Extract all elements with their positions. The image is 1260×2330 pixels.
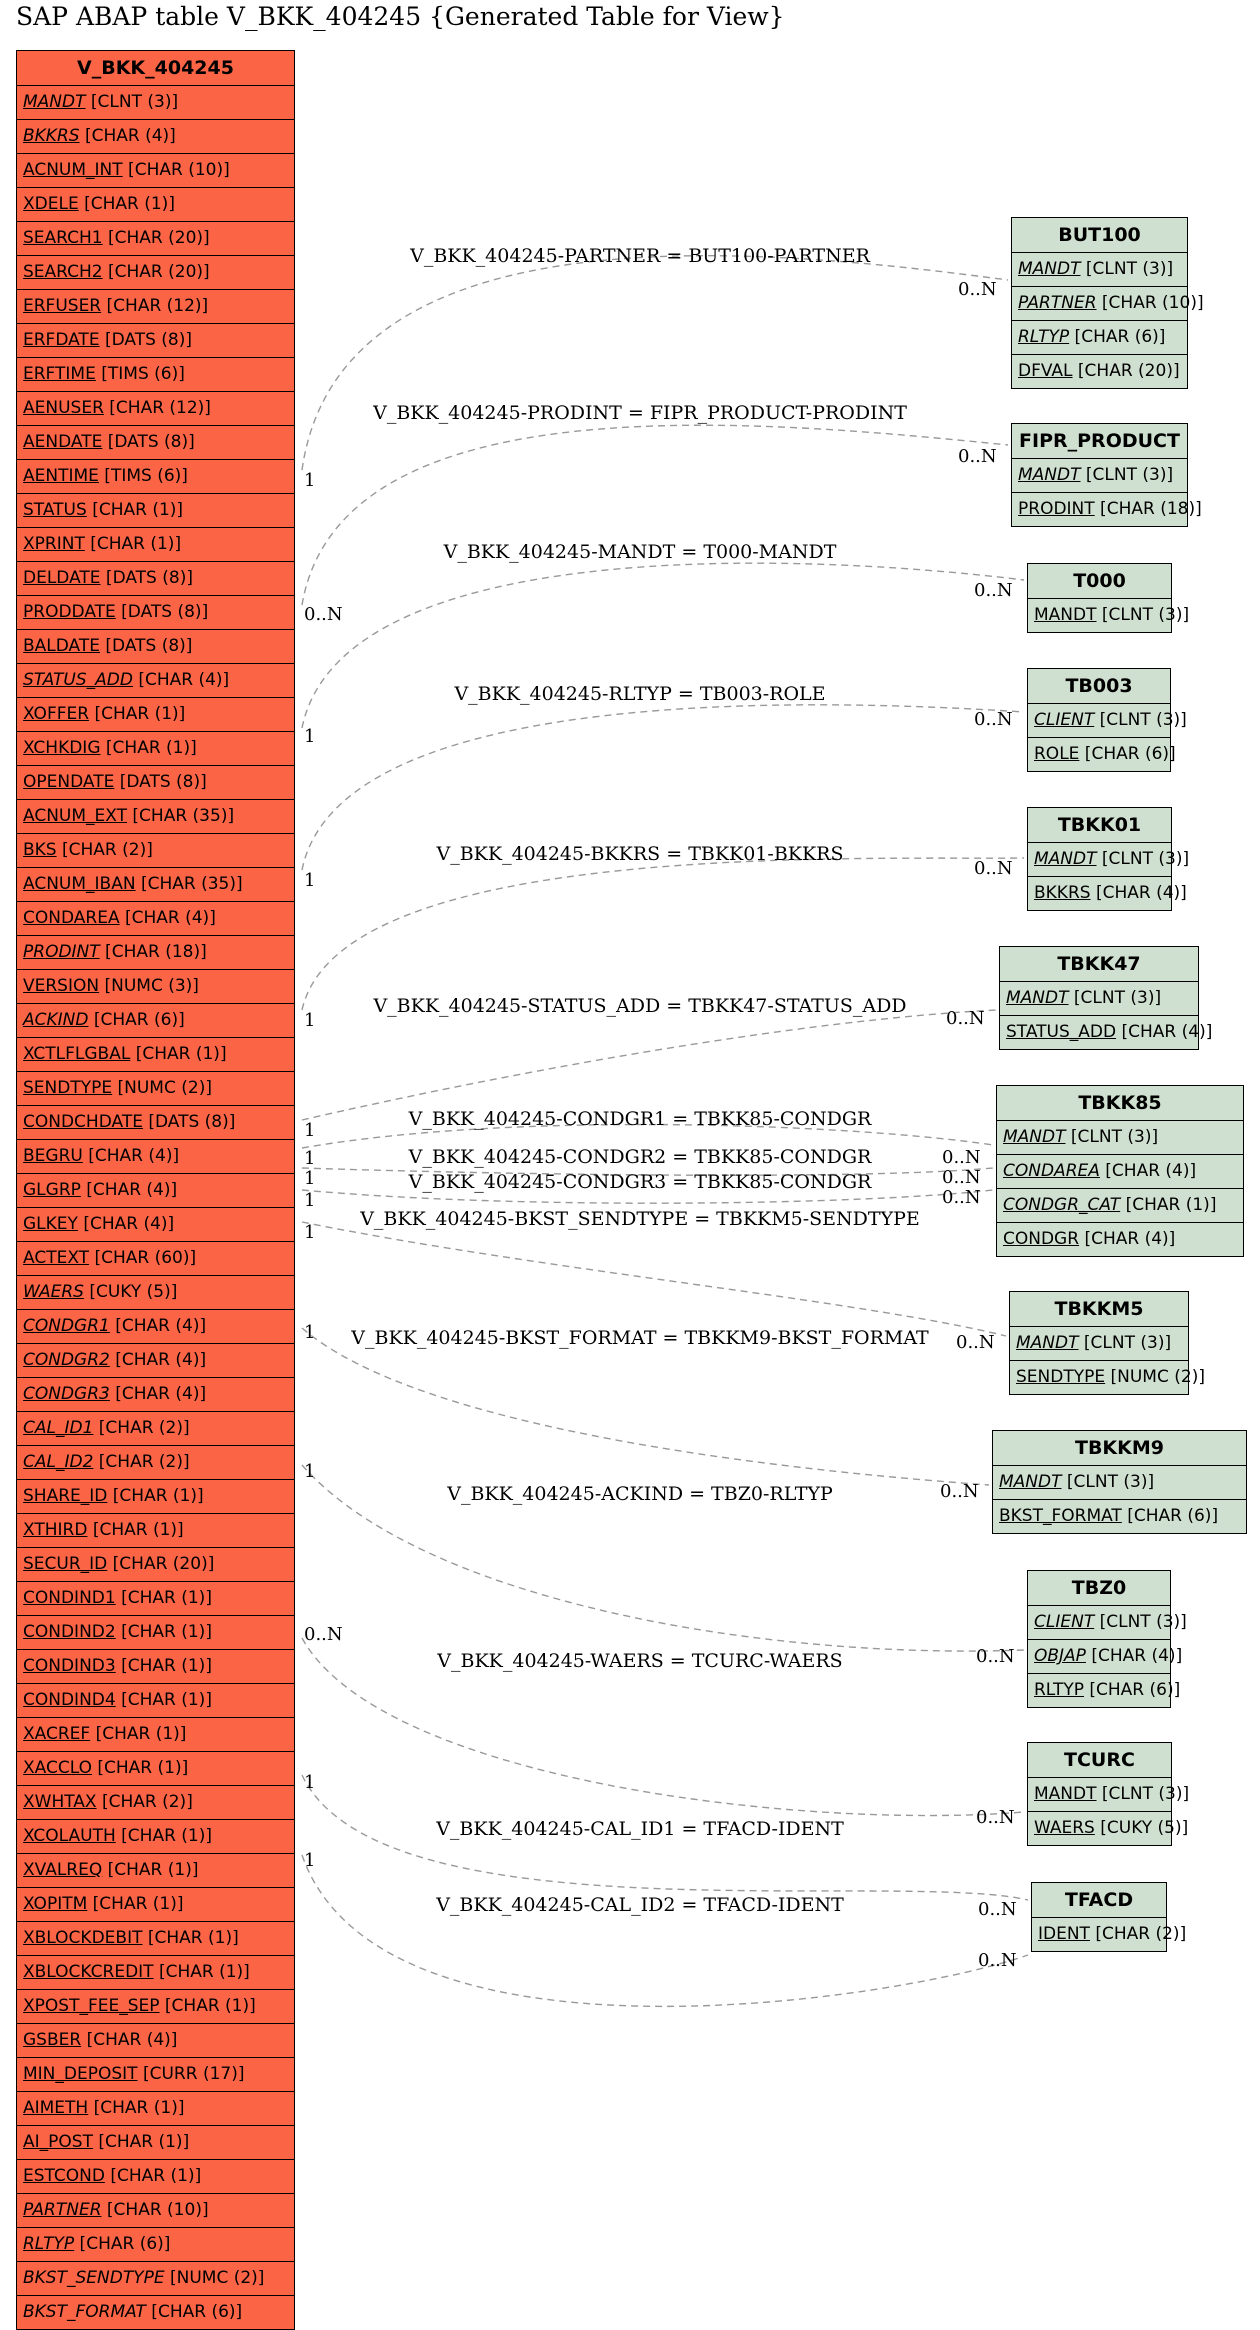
field-name: GSBER xyxy=(23,2030,82,2050)
field-name: AENTIME xyxy=(23,466,99,486)
field-name: ACNUM_IBAN xyxy=(23,874,136,894)
field-type: [CHAR (1)] xyxy=(115,1656,212,1676)
field-type: [CHAR (4)] xyxy=(81,2030,178,2050)
field-name: STATUS xyxy=(23,500,87,520)
field-type: [CHAR (1)] xyxy=(87,1520,184,1540)
field-type: [CLNT (3)] xyxy=(1096,605,1190,625)
to-cardinality: 0..N xyxy=(958,446,997,467)
field-type: [CLNT (3)] xyxy=(85,92,179,112)
to-cardinality: 0..N xyxy=(974,580,1013,601)
field-type: [CHAR (2)] xyxy=(96,1792,193,1812)
field-type: [CUKY (5)] xyxy=(1094,1818,1189,1838)
from-cardinality: 1 xyxy=(304,1148,316,1169)
field-name: XBLOCKDEBIT xyxy=(23,1928,143,1948)
field-name: ROLE xyxy=(1034,744,1080,764)
field-type: [NUMC (3)] xyxy=(99,976,199,996)
field-type: [CHAR (4)] xyxy=(109,1350,207,1370)
field-name: WAERS xyxy=(1034,1818,1095,1838)
field-name: SECUR_ID xyxy=(23,1554,108,1574)
field-type: [CHAR (4)] xyxy=(79,126,176,146)
field-type: [CLNT (3)] xyxy=(1068,988,1162,1008)
field-type: [CHAR (4)] xyxy=(1085,1646,1183,1666)
field-type: [CLNT (3)] xyxy=(1065,1127,1159,1147)
from-cardinality: 1 xyxy=(304,1461,316,1482)
field-name: CONDGR1 xyxy=(23,1316,110,1336)
field-type: [CLNT (3)] xyxy=(1094,710,1187,730)
field-name: XACCLO xyxy=(23,1758,92,1778)
field-name: CAL_ID1 xyxy=(23,1418,94,1438)
field-name: ACKIND xyxy=(23,1010,89,1030)
relation-label: V_BKK_404245-MANDT = T000-MANDT xyxy=(443,541,837,563)
diagram-title: SAP ABAP table V_BKK_404245 {Generated Table for View} xyxy=(16,2,785,31)
field-name: SHARE_ID xyxy=(23,1486,108,1506)
from-cardinality: 1 xyxy=(304,1010,316,1031)
field-type: [CHAR (18)] xyxy=(99,942,207,962)
field-type: [CHAR (4)] xyxy=(1079,1229,1176,1249)
field-type: [CHAR (60)] xyxy=(89,1248,197,1268)
table-header: TBKK01 xyxy=(1028,808,1171,843)
field-type: [CHAR (4)] xyxy=(1099,1161,1197,1181)
field-type: [DATS (8)] xyxy=(142,1112,236,1132)
from-cardinality: 1 xyxy=(304,1190,316,1211)
field-name: GLGRP xyxy=(23,1180,81,1200)
field-name: ERFUSER xyxy=(23,296,102,316)
field-type: [CLNT (3)] xyxy=(1061,1472,1155,1492)
field-type: [CUKY (5)] xyxy=(83,1282,178,1302)
field-type: [CHAR (4)] xyxy=(132,670,230,690)
field-type: [CHAR (4)] xyxy=(119,908,216,928)
field-name: BKKRS xyxy=(1034,883,1091,903)
relation-label: V_BKK_404245-RLTYP = TB003-ROLE xyxy=(454,683,826,705)
field-type: [CHAR (1)] xyxy=(90,1724,187,1744)
relation-line xyxy=(302,1010,996,1120)
relation-label: V_BKK_404245-ACKIND = TBZ0-RLTYP xyxy=(447,1483,833,1505)
field-name: CONDIND4 xyxy=(23,1690,116,1710)
field-type: [CHAR (1)] xyxy=(153,1962,250,1982)
from-cardinality: 1 xyxy=(304,1772,316,1793)
from-cardinality: 1 xyxy=(304,1168,316,1189)
field-type: [CHAR (6)] xyxy=(1121,1506,1219,1526)
field-name: AI_POST xyxy=(23,2132,93,2152)
field-type: [CHAR (1)] xyxy=(86,500,184,520)
field-type: [CHAR (1)] xyxy=(89,704,186,724)
field-name: SEARCH1 xyxy=(23,228,103,248)
field-type: [CHAR (35)] xyxy=(135,874,243,894)
field-type: [CHAR (1)] xyxy=(88,2098,185,2118)
field-type: [CHAR (2)] xyxy=(93,1418,190,1438)
field-type: [CHAR (1)] xyxy=(100,738,197,758)
field-name: DELDATE xyxy=(23,568,101,588)
field-name: CONDGR2 xyxy=(23,1350,110,1370)
field-name: MANDT xyxy=(1016,1333,1079,1353)
relation-line xyxy=(302,858,1024,1010)
to-cardinality: 0..N xyxy=(976,1807,1015,1828)
field-name: ACNUM_EXT xyxy=(23,806,128,826)
field-name: BKST_SENDTYPE xyxy=(23,2268,165,2288)
field-name: XCHKDIG xyxy=(23,738,101,758)
field-type: [CHAR (4)] xyxy=(80,1180,178,1200)
field-type: [CHAR (2)] xyxy=(93,1452,190,1472)
field-type: [CHAR (10)] xyxy=(122,160,230,180)
field-type: [DATS (8)] xyxy=(114,772,207,792)
field-name: STATUS_ADD xyxy=(1006,1022,1117,1042)
field-type: [CHAR (1)] xyxy=(104,2166,202,2186)
field-name: ERFDATE xyxy=(23,330,100,350)
relation-label: V_BKK_404245-STATUS_ADD = TBKK47-STATUS_ADD xyxy=(373,995,907,1017)
table-header: FIPR_PRODUCT xyxy=(1012,424,1187,459)
relation-label: V_BKK_404245-CAL_ID2 = TFACD-IDENT xyxy=(436,1894,844,1916)
field-type: [CHAR (4)] xyxy=(82,1146,180,1166)
field-name: RLTYP xyxy=(23,2234,75,2254)
field-type: [CHAR (4)] xyxy=(1090,883,1187,903)
relation-label: V_BKK_404245-PRODINT = FIPR_PRODUCT-PRODINT xyxy=(373,402,907,424)
field-name: MANDT xyxy=(1034,849,1097,869)
field-name: XCTLFLGBAL xyxy=(23,1044,131,1064)
field-type: [CHAR (1)] xyxy=(115,1588,212,1608)
relation-label: V_BKK_404245-BKST_FORMAT = TBKKM9-BKST_FORMAT xyxy=(351,1327,929,1349)
table-header: TBKK85 xyxy=(997,1086,1243,1121)
to-cardinality: 0..N xyxy=(958,279,997,300)
table-header: TFACD xyxy=(1032,1883,1166,1918)
table-header: TCURC xyxy=(1028,1743,1171,1778)
field-name: XDELE xyxy=(23,194,79,214)
field-name: CONDGR3 xyxy=(23,1384,110,1404)
field-name: SEARCH2 xyxy=(23,262,103,282)
field-name: OBJAP xyxy=(1034,1646,1086,1666)
field-name: VERSION xyxy=(23,976,100,996)
field-name: OPENDATE xyxy=(23,772,115,792)
field-name: XVALREQ xyxy=(23,1860,103,1880)
field-type: [CLNT (3)] xyxy=(1078,1333,1172,1353)
field-name: RLTYP xyxy=(1018,327,1070,347)
table-header: BUT100 xyxy=(1012,218,1187,253)
field-name: CONDCHDATE xyxy=(23,1112,143,1132)
field-type: [NUMC (2)] xyxy=(1105,1367,1205,1387)
from-cardinality: 1 xyxy=(304,1850,316,1871)
field-type: [CHAR (4)] xyxy=(1116,1022,1213,1042)
field-name: ACNUM_INT xyxy=(23,160,123,180)
field-name: CONDIND1 xyxy=(23,1588,116,1608)
field-type: [CHAR (6)] xyxy=(1079,744,1176,764)
field-name: XCOLAUTH xyxy=(23,1826,116,1846)
table-header: TB003 xyxy=(1028,669,1170,704)
field-type: [CHAR (1)] xyxy=(78,194,175,214)
relation-label: V_BKK_404245-CAL_ID1 = TFACD-IDENT xyxy=(436,1818,844,1840)
field-type: [CHAR (6)] xyxy=(145,2302,243,2322)
field-name: XOFFER xyxy=(23,704,90,724)
field-type: [CHAR (4)] xyxy=(109,1316,207,1336)
field-name: PARTNER xyxy=(1018,293,1097,313)
field-type: [TIMS (6)] xyxy=(95,364,185,384)
relation-label: V_BKK_404245-CONDGR1 = TBKK85-CONDGR xyxy=(408,1108,872,1130)
field-type: [CHAR (20)] xyxy=(1072,361,1180,381)
from-cardinality: 1 xyxy=(304,1120,316,1141)
field-type: [CHAR (12)] xyxy=(101,296,209,316)
to-cardinality: 0..N xyxy=(942,1167,981,1188)
field-name: AENUSER xyxy=(23,398,104,418)
field-type: [CHAR (2)] xyxy=(56,840,153,860)
relation-label: V_BKK_404245-CONDGR2 = TBKK85-CONDGR xyxy=(408,1146,872,1168)
field-name: WAERS xyxy=(23,1282,84,1302)
from-cardinality: 0..N xyxy=(304,1624,343,1645)
to-cardinality: 0..N xyxy=(978,1950,1017,1971)
field-type: [CLNT (3)] xyxy=(1094,1612,1187,1632)
field-type: [CLNT (3)] xyxy=(1080,465,1174,485)
field-type: [DATS (8)] xyxy=(100,568,193,588)
field-name: SENDTYPE xyxy=(1016,1367,1106,1387)
field-name: MANDT xyxy=(1006,988,1069,1008)
field-row xyxy=(17,2296,294,2329)
relation-label: V_BKK_404245-CONDGR3 = TBKK85-CONDGR xyxy=(408,1171,872,1193)
field-name: BEGRU xyxy=(23,1146,83,1166)
field-type: [CHAR (4)] xyxy=(109,1384,207,1404)
field-type: [DATS (8)] xyxy=(99,330,192,350)
relation-line xyxy=(302,1222,1006,1336)
from-cardinality: 1 xyxy=(304,1322,316,1343)
field-type: [CHAR (12)] xyxy=(103,398,211,418)
field-type: [CHAR (1)] xyxy=(107,1486,204,1506)
field-name: RLTYP xyxy=(1034,1680,1084,1700)
field-type: [CHAR (6)] xyxy=(1069,327,1166,347)
field-type: [CHAR (1)] xyxy=(92,2132,190,2152)
field-type: [CURR (17)] xyxy=(137,2064,245,2084)
from-cardinality: 1 xyxy=(304,470,316,491)
field-name: BKST_FORMAT xyxy=(999,1506,1122,1526)
field-name: CONDGR xyxy=(1003,1229,1080,1249)
field-name: MANDT xyxy=(1003,1127,1066,1147)
field-type: [CHAR (6)] xyxy=(1083,1680,1181,1700)
table-header: TBKKM9 xyxy=(993,1431,1246,1466)
relation-label: V_BKK_404245-BKKRS = TBKK01-BKKRS xyxy=(436,843,844,865)
field-name: XWHTAX xyxy=(23,1792,97,1812)
field-type: [CHAR (20)] xyxy=(102,262,210,282)
field-name: SENDTYPE xyxy=(23,1078,113,1098)
field-name: MIN_DEPOSIT xyxy=(23,2064,138,2084)
field-type: [CHAR (20)] xyxy=(107,1554,215,1574)
field-name: CONDGR_CAT xyxy=(1003,1195,1121,1215)
field-type: [CLNT (3)] xyxy=(1080,259,1174,279)
field-name: ESTCOND xyxy=(23,2166,105,2186)
field-type: [CHAR (1)] xyxy=(87,1894,184,1914)
field-name: BKKRS xyxy=(23,126,80,146)
field-type: [CHAR (1)] xyxy=(115,1826,213,1846)
field-type: [CHAR (2)] xyxy=(1089,1924,1187,1944)
field-name: CONDIND2 xyxy=(23,1622,116,1642)
field-name: GLKEY xyxy=(23,1214,78,1234)
field-name: XOPITM xyxy=(23,1894,88,1914)
field-type: [CHAR (18)] xyxy=(1094,499,1202,519)
from-cardinality: 1 xyxy=(304,1222,316,1243)
field-type: [DATS (8)] xyxy=(100,636,193,656)
field-name: XPOST_FEE_SEP xyxy=(23,1996,160,2016)
field-name: XACREF xyxy=(23,1724,91,1744)
field-name: CLIENT xyxy=(1034,1612,1095,1632)
field-type: [CHAR (1)] xyxy=(115,1622,212,1642)
relation-line xyxy=(302,1328,989,1485)
field-type: [CHAR (6)] xyxy=(88,1010,185,1030)
field-type: [CHAR (1)] xyxy=(1120,1195,1217,1215)
field-name: BKST_FORMAT xyxy=(23,2302,146,2322)
to-cardinality: 0..N xyxy=(940,1481,979,1502)
field-type: [CHAR (10)] xyxy=(101,2200,209,2220)
field-type: [TIMS (6)] xyxy=(98,466,188,486)
to-cardinality: 0..N xyxy=(974,709,1013,730)
field-name: AENDATE xyxy=(23,432,103,452)
table-header: TBZ0 xyxy=(1028,1571,1170,1606)
field-type: [CHAR (4)] xyxy=(77,1214,175,1234)
field-type: [CLNT (3)] xyxy=(1096,849,1190,869)
field-name: PRODDATE xyxy=(23,602,116,622)
relation-label: V_BKK_404245-WAERS = TCURC-WAERS xyxy=(437,1650,843,1672)
field-type: [CHAR (1)] xyxy=(130,1044,227,1064)
field-name: AIMETH xyxy=(23,2098,89,2118)
field-name: MANDT xyxy=(1034,1784,1097,1804)
field-type: [CHAR (10)] xyxy=(1096,293,1204,313)
relation-line xyxy=(302,256,1008,470)
field-name: MANDT xyxy=(1018,465,1081,485)
field-name: DFVAL xyxy=(1018,361,1073,381)
field-name: BALDATE xyxy=(23,636,100,656)
from-cardinality: 1 xyxy=(304,726,316,747)
field-name: CAL_ID2 xyxy=(23,1452,94,1472)
field-type: [CHAR (1)] xyxy=(159,1996,256,2016)
field-type: [CHAR (1)] xyxy=(102,1860,199,1880)
table-header: T000 xyxy=(1028,564,1171,599)
field-type: [CHAR (6)] xyxy=(74,2234,171,2254)
field-type: [CHAR (20)] xyxy=(102,228,210,248)
field-name: XBLOCKCREDIT xyxy=(23,1962,154,1982)
field-name: ACTEXT xyxy=(23,1248,90,1268)
field-name: PARTNER xyxy=(23,2200,102,2220)
field-name: CLIENT xyxy=(1034,710,1095,730)
field-type: [CHAR (1)] xyxy=(142,1928,239,1948)
field-name: XTHIRD xyxy=(23,1520,88,1540)
field-name: PRODINT xyxy=(1018,499,1095,519)
field-type: [CHAR (1)] xyxy=(115,1690,212,1710)
relation-line xyxy=(302,1855,1028,2006)
field-type: [DATS (8)] xyxy=(115,602,209,622)
field-type: [NUMC (2)] xyxy=(112,1078,212,1098)
relation-line xyxy=(302,425,1008,605)
main-table-header: V_BKK_404245 xyxy=(17,51,294,86)
to-cardinality: 0..N xyxy=(978,1899,1017,1920)
to-cardinality: 0..N xyxy=(976,1646,1015,1667)
field-name: ERFTIME xyxy=(23,364,96,384)
from-cardinality: 1 xyxy=(304,870,316,891)
field-name: XPRINT xyxy=(23,534,85,554)
field-name: CONDAREA xyxy=(23,908,120,928)
to-cardinality: 0..N xyxy=(942,1187,981,1208)
field-name: IDENT xyxy=(1038,1924,1090,1944)
field-type: [NUMC (2)] xyxy=(164,2268,265,2288)
relation-label: V_BKK_404245-BKST_SENDTYPE = TBKKM5-SENDTYPE xyxy=(360,1208,920,1230)
field-type: [DATS (8)] xyxy=(102,432,195,452)
relation-label: V_BKK_404245-PARTNER = BUT100-PARTNER xyxy=(410,245,870,267)
field-name: MANDT xyxy=(1034,605,1097,625)
table-header: TBKK47 xyxy=(1000,947,1198,982)
field-name: MANDT xyxy=(999,1472,1062,1492)
to-cardinality: 0..N xyxy=(974,858,1013,879)
field-type: [CHAR (1)] xyxy=(91,1758,189,1778)
table-header: TBKKM5 xyxy=(1010,1292,1188,1327)
to-cardinality: 0..N xyxy=(942,1147,981,1168)
field-type: [CHAR (1)] xyxy=(84,534,182,554)
to-cardinality: 0..N xyxy=(956,1332,995,1353)
field-name: MANDT xyxy=(1018,259,1081,279)
field-type: [CHAR (35)] xyxy=(127,806,235,826)
from-cardinality: 0..N xyxy=(304,604,343,625)
field-name: MANDT xyxy=(23,92,86,112)
field-name: PRODINT xyxy=(23,942,100,962)
field-name: BKS xyxy=(23,840,57,860)
field-name: CONDIND3 xyxy=(23,1656,116,1676)
field-name: STATUS_ADD xyxy=(23,670,133,690)
field-type: [CLNT (3)] xyxy=(1096,1784,1190,1804)
field-name: CONDAREA xyxy=(1003,1161,1100,1181)
to-cardinality: 0..N xyxy=(946,1008,985,1029)
